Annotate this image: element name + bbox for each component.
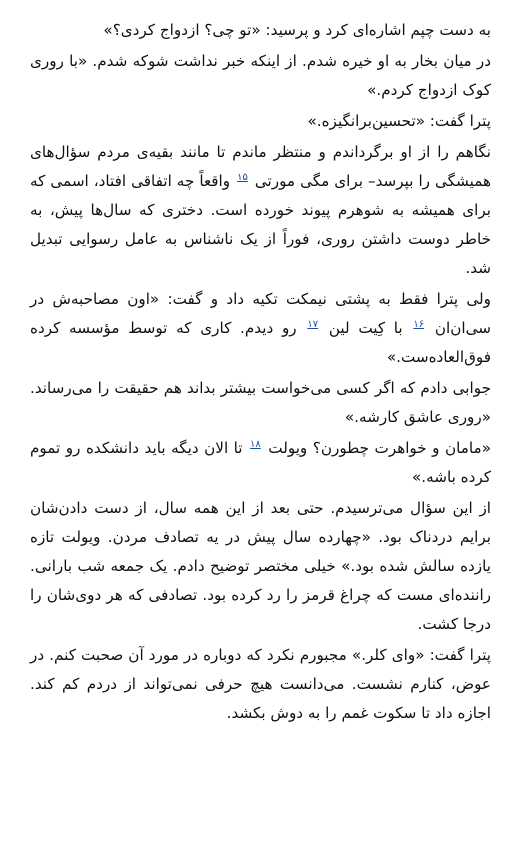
footnote-marker: ۱۸ [250,438,261,450]
footnote-marker: ۱۵ [237,171,248,183]
paragraph [30,285,491,372]
paragraph [30,374,491,432]
paragraph-text: تا الان دیگه باید دانشکده رو تموم کرده باشه.» [30,439,491,486]
paragraph [30,107,491,136]
paragraph-text: به دست چپم اشاره‌ای کرد و پرسید: «تو چی؟ ازدواج کردی؟» [103,21,491,39]
paragraph [30,494,491,639]
paragraph-text: با کِیت لین [320,319,412,337]
paragraph-text: در میان بخار به او خیره شدم. از اینکه خبر نداشت شوکه شدم. «با روری کوک ازدواج کردم.» [30,52,491,99]
paragraph [30,47,491,105]
paragraph-text: «مامان و خواهرت چطورن؟ ویولت [262,439,491,457]
paragraph-text: ولی پترا فقط به پشتی نیمکت تکیه داد و گفت: «اون مصاحبه‌ش در سی‌ان‌ان [30,290,491,337]
paragraph-text: واقعاً چه اتفاقی افتاد، اسمی که برای همیشه به شوهرم پیوند خورده است. دختری که سال‌ها پیش، به خاطر دوست داشتن روری، فوراً از یک ناشناس به عامل رسوایی تبدیل شد. [30,172,491,277]
paragraph-text: رو دیدم. کاری که توسط مؤسسه کرده فوق‌العاده‌ست.» [30,319,491,366]
paragraph [30,138,491,283]
paragraph-text: جوابی دادم که اگر کسی می‌خواست بیشتر بداند هم حقیقت را می‌رساند. «روری عاشق کارشه.» [30,379,491,426]
footnote-marker: ۱۶ [413,318,425,330]
paragraph [30,641,491,728]
paragraph [30,434,491,492]
paragraph-text: پترا گفت: «وای کلر.» مجبورم نکرد که دوباره در مورد آن صحبت کنم. در عوض، کنارم نشست. می‌دانست هیچ حرفی نمی‌تواند از دردم کم کند. اجازه داد تا سکوت غمم را به دوش بکشد. [30,646,491,722]
paragraph-text: نگاهم را از او برگرداندم و منتظر ماندم تا مانند بقیه‌ی مردم سؤال‌های همیشگی را بپرسد– برای مگی مورتی [30,143,491,190]
paragraph [30,16,491,45]
paragraph-text: پترا گفت: «تحسین‌برانگیزه.» [307,112,491,130]
footnote-marker: ۱۷ [307,318,319,330]
paragraph-text: از این سؤال می‌ترسیدم. حتی بعد از این همه سال، از دست دادن‌شان برایم دردناک بود. «چهارده سال پیش در یه تصادف مردن. ویولت تازه یازده سالش شده بود.» خیلی مختصر توضیح دادم. یک جمعه شب بارانی. راننده‌ای مست که چراغ قرمز را رد کرده بود. تصادفی که هر دوی‌شان را درجا کشت. [30,499,491,633]
book-page [30,16,491,831]
